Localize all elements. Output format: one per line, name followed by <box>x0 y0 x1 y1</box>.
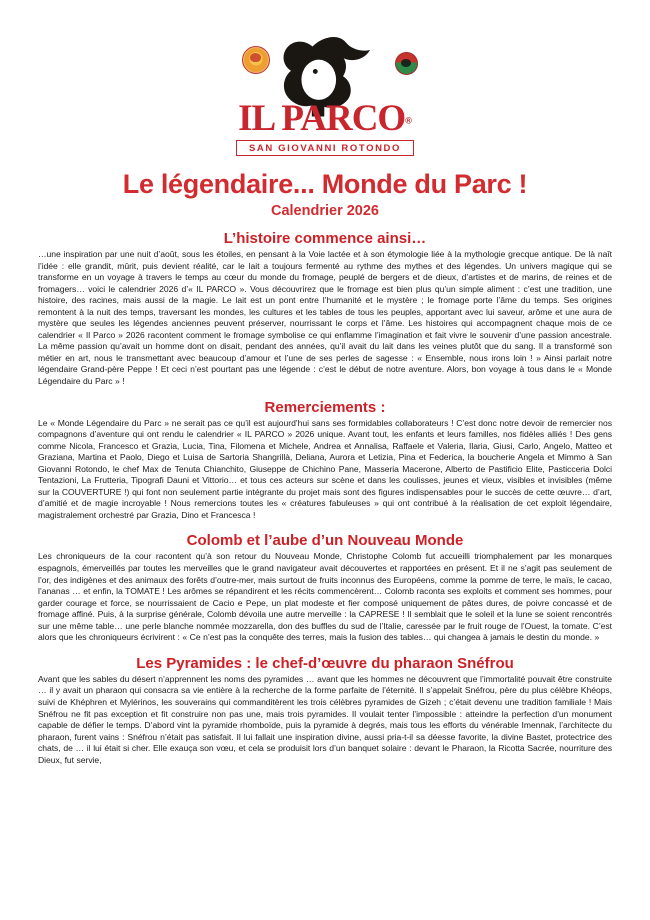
section-paragraph: Les chroniqueurs de la cour racontent qu’à son retour du Nouveau Monde, Christophe Colomb fut accueilli triomphalement par les monarques espagnols, émerveillés par toutes les merveilles que le grand navigateur avait découvertes et rapportées en présent. Et il ne s’agit pas seulement de l’or, des indigènes et des animaux des forêts d’outre-mer, mais surtout de fruits inconnus des Européens, comme la pomme de terre, le maïs, le cacao, l’ananas … et enfin, la TOMATE ! Les arômes se répandirent et les récits commencèrent… Colomb raconta ses exploits et comment ses hommes, pour garder courage et force, se nourrissaient de Cacio e Pepe, un plat modeste et fier composé uniquement de pâtes dures, de poivre concassé et de fromage affiné. Puis, à la surprise générale, Colomb dévoila une autre merveille : la CAPRESE ! Il semblait que le soleil et la lune se soient rencontrés sur une même table… une perle blanche nommée mozzarella, don des buffles du sud de l’Italie, caressée par le fruit rouge de l’Ouest, la tomate. C’est alors que les chroniqueurs écrivirent : « Ce n’est pas la conquête des terres, mais la fusion des tables… qui changea à jamais le destin du monde. » <box>38 551 612 643</box>
section-heading: Les Pyramides : le chef-d’œuvre du pharaon Snéfrou <box>136 654 514 672</box>
section-pyramides <box>38 655 612 766</box>
section-remerciements <box>38 399 612 522</box>
gold-seal-badge-icon <box>242 46 270 74</box>
document-body <box>0 230 650 766</box>
brand-name: IL PARCO <box>238 98 406 139</box>
brand-line <box>230 100 420 137</box>
section-histoire <box>38 230 612 388</box>
section-heading: L’histoire commence ainsi… <box>223 230 427 247</box>
section-paragraph: Le « Monde Légendaire du Parc » ne serait pas ce qu’il est aujourd’hui sans ses formidables collaborateurs ! C’est donc notre devoir de remercier nos compagnons d’aventure qui ont rendu le calendrier « IL PARCO » 2026 unique. Avant tout, les enfants et leurs familles, nos fidèles alliés ! Des gens comme Nicola, Francesco et Grazia, Lucia, Tina, Filomena et Michele, Andrea et Annalisa, Raffaele et Valeria, Ilaria, Giusi, Carlo, Angelo, Matteo et Graziana, Martina et Paolo, Diego et Luisa de Sartoria Shangrillà, Deliana, Aurora et Letizia, Pina et Federica, la boucherie Angela et Mimmo à San Giovanni Rotondo, le chef Max de Tenuta Chianchito, Giuseppe de Chichino Pane, Masseria Macerone, Alberto de Pastificio Elite, Pasticceria Dolci Tentazioni, La Frutteria, Tipografi Dauni et Vittorio… et tous ces acteurs sur scène et dans les coulisses, jeunes et vieux, visibles et invisibles (même sur la COUVERTURE !) qui font non seulement partie intégrante du projet mais sont des figures indispensables pour le succès de cette œuvre… d’art, d’amitié et de magie incroyable ! Nous remercions toutes les « créatures fabuleuses » qui ont contribué à la réalisation de cet exploit légendaire, magistralement orchestré par Grazia, Dino et Francesca ! <box>38 417 612 520</box>
logo-banner-text: SAN GIOVANNI ROTONDO <box>236 140 414 156</box>
green-red-emblem-badge-icon <box>395 52 418 75</box>
section-paragraph: Avant que les sables du désert n’apprennent les noms des pyramides … avant que les hommes ne découvrent que l’immortalité pouvait être construite … il y avait un pharaon qui consacra sa vie entière à la recherche de la forme parfaite de l’éternité. Il s’appelait Snéfrou, père du plus célèbre Khéops, suivi de Khéphren et Mylérinos, les souverains qui commanditèrent les trois célèbres pyramides de Gizeh ; c’était devenu une tradition familiale ! Mais Snéfrou ne fit pas exception et fit construire non pas une, mais trois pyramides. Il voulait tenter l’impossible : atteindre la perfection d’un monument capable de défier le temps. D’abord vint la pyramide rhomboïde, puis la pyramide à degrés, mais tous les efforts du vénérable Imennak, l’architecte du pharaon, furent vains : Snéfrou n’était pas satisfait. Il lui fallait une inspiration divine, aussi pria-t-il sa déesse favorite, la divine Bastet, protectrice des chats, de … il lui était si cher. Elle exauça son vœu, et cela se produisit lors d’un banquet solaire : devant le Pharaon, la Ricotta Sacrée, nourriture des Dieux, fut servie, <box>38 673 612 765</box>
page-subtitle: Calendrier 2026 <box>270 203 379 219</box>
section-colomb <box>38 532 612 643</box>
section-heading: Remerciements : <box>264 398 386 416</box>
il-parco-logo <box>230 34 420 156</box>
section-heading: Colomb et l’aube d’un Nouveau Monde <box>186 532 464 550</box>
registered-mark: ® <box>405 115 412 126</box>
page-title: Le légendaire... Monde du Parc ! <box>122 169 528 199</box>
section-paragraph: …une inspiration par une nuit d’août, sous les étoiles, en pensant à la Voie lactée et à son étymologie liée à la mythologie grecque antique. De là naît l’idée : elle grandit, mûrit, puis devient réalité, car le lait a toujours fermenté au rythme des mythes et des légendes. Un univers magique qui se transforme en un voyage à travers le temps au cœur du monde du fromage, peuplé de bergers et de dieux, d’artistes et de marins, de reines et de fromagers… voici le calendrier 2026 d’« IL PARCO ». Vous découvrirez que le fromage est bien plus qu’un simple aliment : c’est une tradition, une histoire, des racines, mais aussi de la magie. Le lait est un pont entre l’humanité et le mystère ; le fromage porte l’âme du temps. Ses origines remontent à la nuit des temps, traversant les mondes, les cultures et les tables de tous les peuples, apportant avec lui saveur, arôme et une aura de mystère que seules les légendes anciennes peuvent préserver, nourrissant le corps et l’âme. Les histoires qui accompagnent chaque mois de ce calendrier « Il Parco » 2026 racontent comment le fromage symbolise ce qui enflamme l’imagination et fait vivre le souvenir d’une passion ancestrale. La même passion qu’avait un homme dont on disait, pendant des années, qu’il avait du lait dans les veines plutôt que du sang. Il a transformé son métier en art, nous le transmettant avec beaucoup d’amour et l’une de ses perles de sagesse : « Ensemble, nous irons loin ! » Ainsi parlait notre légendaire Grand-père Peppe ! Et ceci n’est pourtant pas une légende : c’est le début de notre aventure. Alors, bon voyage à tous dans le « Monde Légendaire du Parc » ! <box>38 249 612 387</box>
